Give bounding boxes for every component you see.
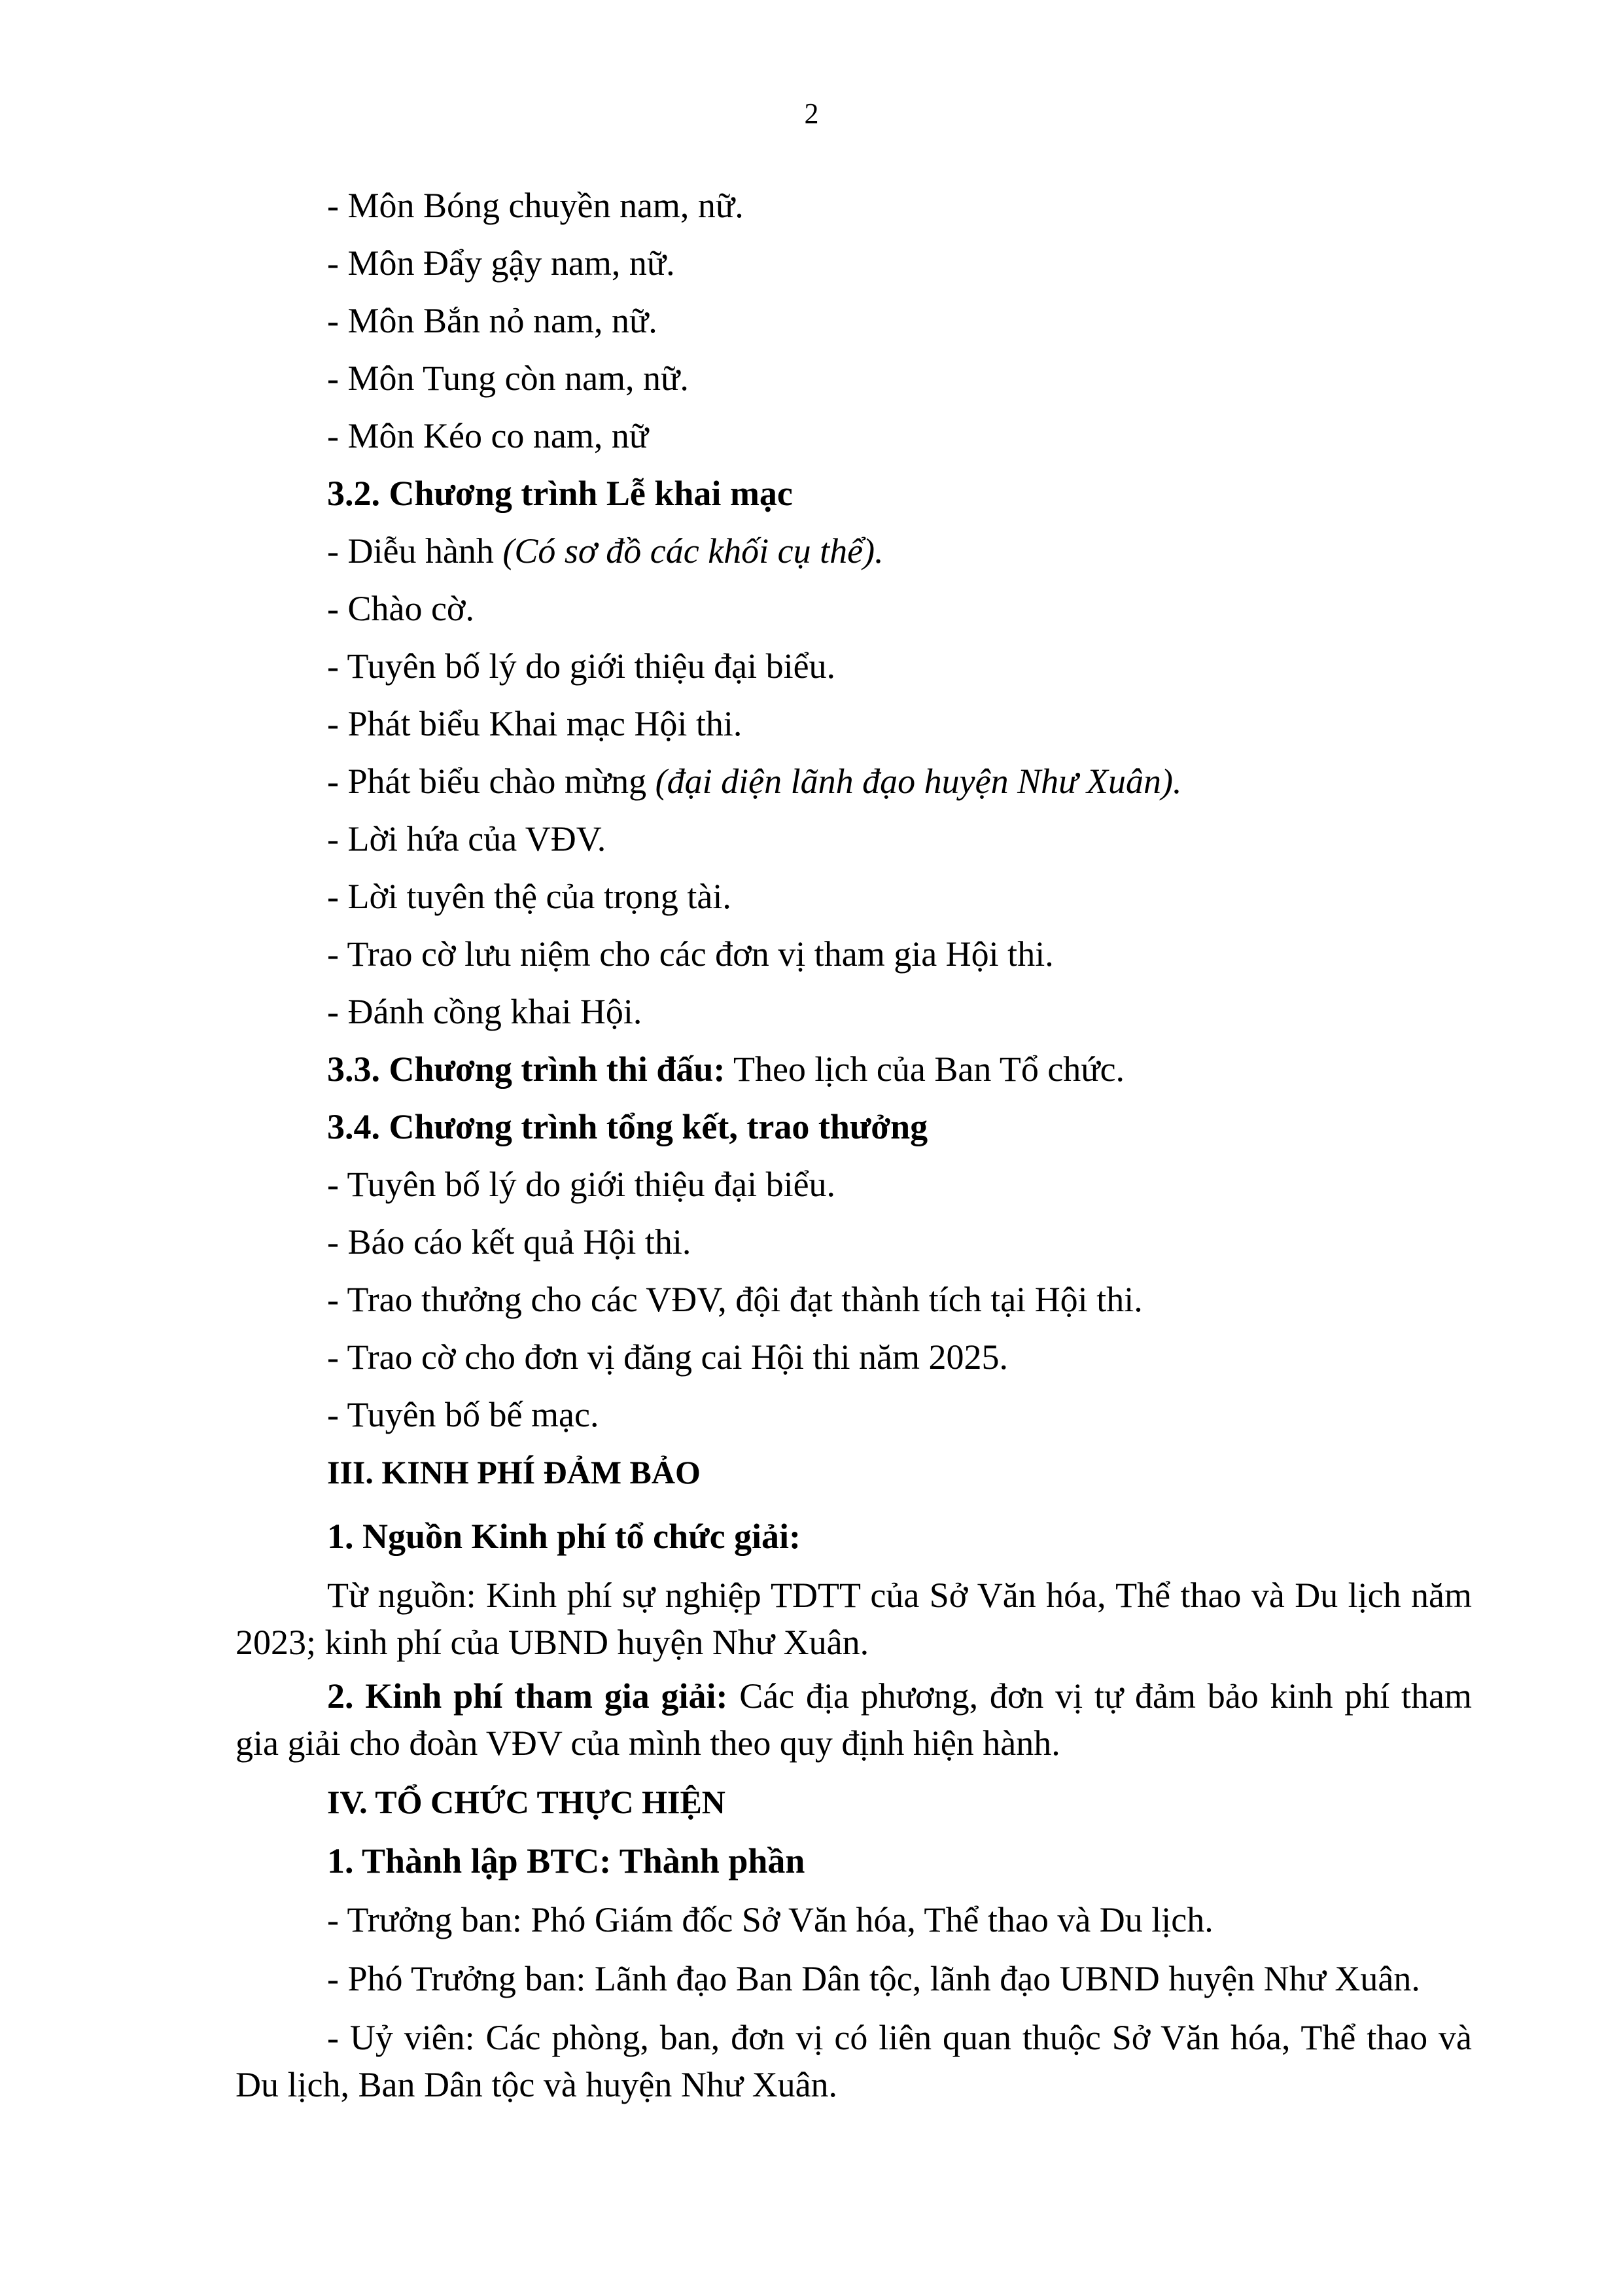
section-heading-III: III. KINH PHÍ ĐẢM BẢO [327,1454,701,1491]
list-item-note: (Có sơ đồ các khối cụ thể). [502,531,884,571]
list-item-text: - Phát biểu chào mừng [327,762,655,801]
section-heading-3-3: 3.3. Chương trình thi đấu: [327,1050,725,1089]
list-item: - Tuyên bố bế mạc. [327,1395,599,1434]
page-number: 2 [804,97,819,130]
list-item: - Phó Trưởng ban: Lãnh đạo Ban Dân tộc, lãnh đạo UBND huyện Như Xuân. [327,1959,1420,1998]
paragraph-III-2-text: Các địa phương, đơn vị tự đảm bảo kinh phí tham gia giải cho đoàn VĐV của mình theo quy định hiện hành. [236,1676,1472,1763]
list-item-text: - Diễu hành [327,531,503,571]
list-item: - Trưởng ban: Phó Giám đốc Sở Văn hóa, Thể thao và Du lịch. [327,1900,1213,1939]
list-item: - Môn Kéo co nam, nữ [327,416,649,455]
list-item: - Môn Bóng chuyền nam, nữ. [327,186,744,225]
list-item: - Môn Đẩy gậy nam, nữ. [327,243,675,283]
subsection-heading-III-1: 1. Nguồn Kinh phí tổ chức giải: [327,1517,801,1556]
list-item: - Đánh cồng khai Hội. [327,992,642,1031]
list-item: - Trao cờ lưu niệm cho các đơn vị tham gia Hội thi. [327,934,1054,974]
list-item: - Trao thưởng cho các VĐV, đội đạt thành tích tại Hội thi. [327,1280,1143,1319]
document-body [236,177,1472,2108]
subsection-heading-III-2: 2. Kinh phí tham gia giải: [327,1676,728,1716]
list-item: - Môn Tung còn nam, nữ. [327,359,689,398]
list-item: - Chào cờ. [327,589,474,628]
list-item: - Lời tuyên thệ của trọng tài. [327,877,731,916]
list-item: - Môn Bắn nỏ nam, nữ. [327,301,657,340]
paragraph-IV-uyvien: - Uỷ viên: Các phòng, ban, đơn vị có liên quan thuộc Sở Văn hóa, Thể thao và Du lịch, Ban Dân tộc và huyện Như Xuân. [236,2018,1472,2104]
list-item-note: (đại diện lãnh đạo huyện Như Xuân). [655,762,1182,801]
list-item [236,752,1472,810]
list-item: - Lời hứa của VĐV. [327,819,606,858]
section-heading-3-2: 3.2. Chương trình Lễ khai mạc [327,474,793,513]
list-item: - Tuyên bố lý do giới thiệu đại biểu. [327,646,836,686]
list-item: - Phát biểu Khai mạc Hội thi. [327,704,742,743]
paragraph-III-2 [236,1672,1472,1767]
subsection-heading-IV-1: 1. Thành lập BTC: Thành phần [327,1841,805,1881]
section-3-3-text: Theo lịch của Ban Tổ chức. [725,1050,1125,1089]
list-item: - Tuyên bố lý do giới thiệu đại biểu. [327,1165,836,1204]
list-item [236,522,1472,580]
section-3-3 [236,1040,1472,1098]
list-item: - Báo cáo kết quả Hội thi. [327,1222,691,1262]
section-heading-3-4: 3.4. Chương trình tổng kết, trao thưởng [327,1107,928,1146]
paragraph-III-1: Từ nguồn: Kinh phí sự nghiệp TDTT của Sở Văn hóa, Thể thao và Du lịch năm 2023; kinh phí của UBND huyện Như Xuân. [236,1576,1472,1662]
section-heading-IV: IV. TỔ CHỨC THỰC HIỆN [327,1784,725,1820]
list-item: - Trao cờ cho đơn vị đăng cai Hội thi năm 2025. [327,1337,1008,1377]
